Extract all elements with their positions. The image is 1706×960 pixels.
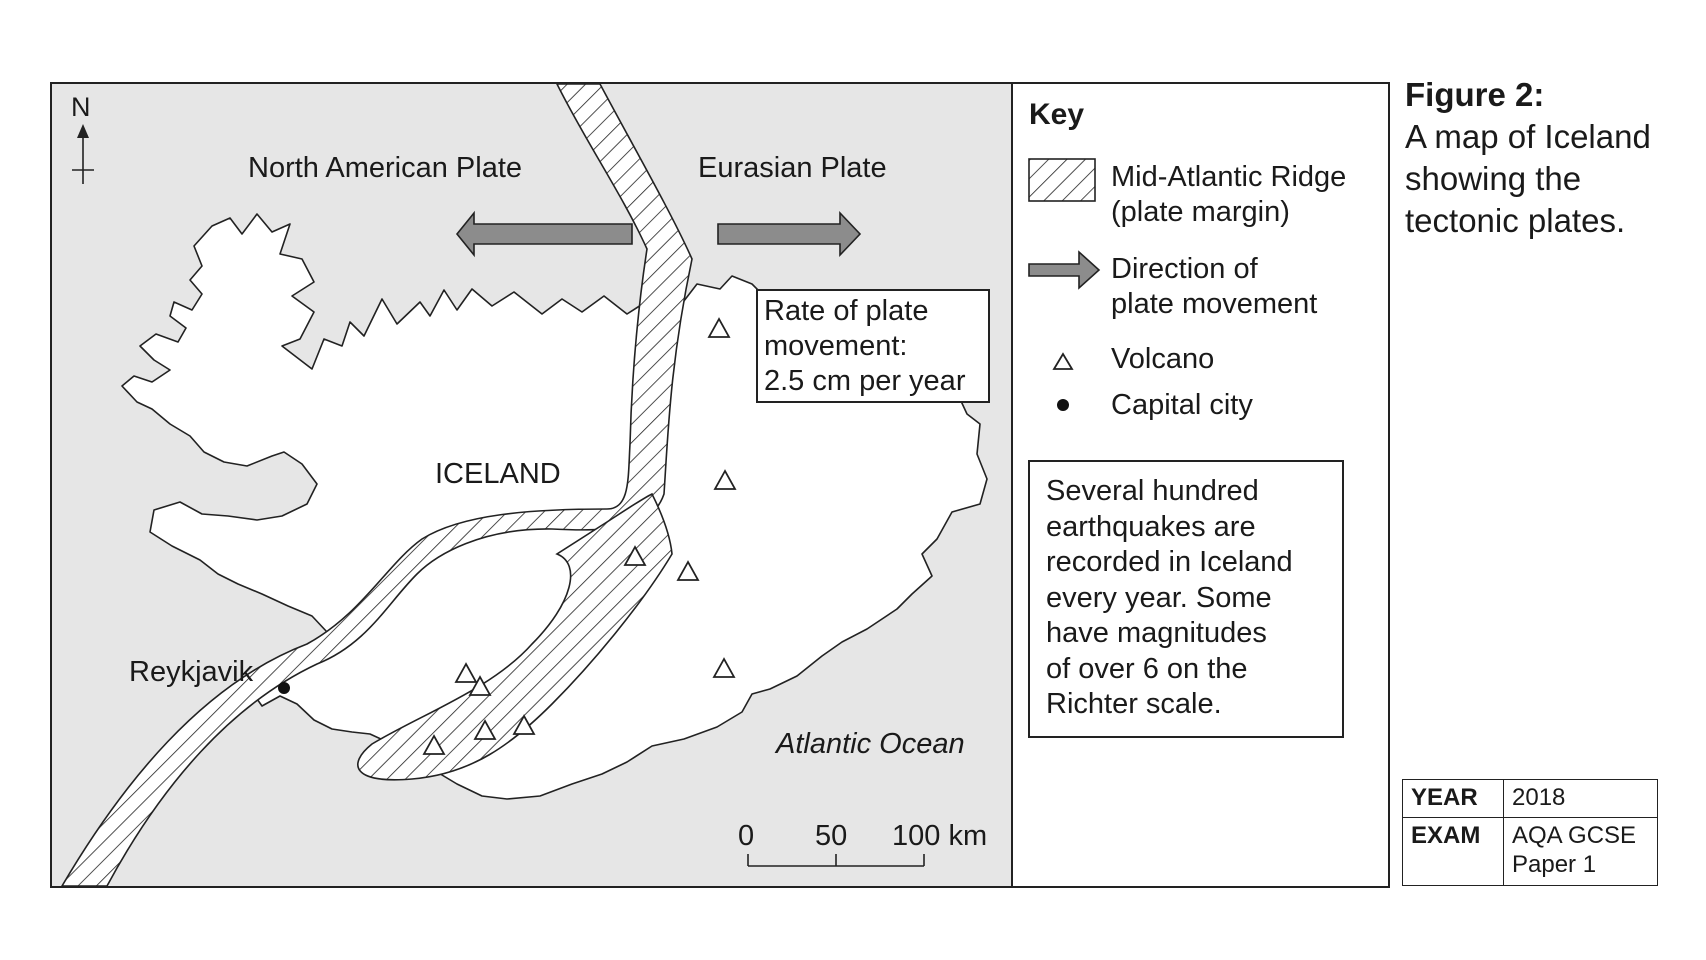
- key-label-capital: Capital city: [1111, 389, 1253, 421]
- exam-value-line: AQA GCSE: [1512, 821, 1637, 849]
- caption-line: tectonic plates.: [1405, 202, 1626, 239]
- scale-tick-50: 50: [815, 820, 848, 852]
- north-arrow: [72, 124, 94, 184]
- rate-of-movement-box: [756, 289, 990, 403]
- exam-value-line: Paper 1: [1512, 850, 1597, 878]
- key-panel: [1013, 82, 1390, 888]
- exam-value: [1504, 817, 1658, 885]
- key-label-line: Mid-Atlantic Ridge: [1111, 161, 1347, 193]
- info-line: Several hundred: [1046, 475, 1259, 507]
- figure-number: Figure 2:: [1405, 76, 1545, 113]
- key-label-line: plate movement: [1111, 288, 1318, 320]
- key-label-line: Direction of: [1111, 253, 1258, 285]
- eurasian-plate-label: Eurasian Plate: [698, 152, 887, 184]
- key-label-line: (plate margin): [1111, 196, 1290, 228]
- table-row: [1403, 817, 1658, 885]
- info-line: earthquakes are: [1046, 510, 1256, 543]
- caption-line: showing the: [1405, 160, 1582, 197]
- scale-tick-100: 100 km: [892, 820, 988, 852]
- north-american-plate-label: North American Plate: [248, 152, 523, 184]
- reykjavik-dot: [278, 682, 290, 694]
- info-line: recorded in Iceland: [1046, 546, 1293, 578]
- scale-tick-0: 0: [738, 820, 755, 852]
- exam-label: EXAM: [1403, 817, 1504, 885]
- figure-caption: [1405, 74, 1705, 242]
- atlantic-ocean-label: Atlantic Ocean: [776, 728, 965, 760]
- map-panel: [50, 82, 1013, 888]
- table-row: [1403, 780, 1658, 818]
- info-line: of over 6 on the: [1046, 652, 1248, 685]
- rate-line: 2.5 cm per year: [764, 365, 966, 397]
- scale-bar: [748, 854, 924, 866]
- east-movement-arrow: [718, 213, 860, 255]
- rate-line: movement:: [764, 330, 908, 362]
- capital-dot-icon: [1057, 399, 1069, 411]
- iceland-label: ICELAND: [435, 458, 561, 490]
- volcano-triangle-icon: [1054, 354, 1072, 369]
- rate-line: Rate of plate: [764, 295, 929, 327]
- west-movement-arrow: [457, 213, 632, 255]
- exam-meta-table: [1402, 779, 1658, 886]
- info-line: have magnitudes: [1046, 617, 1267, 649]
- year-label: YEAR: [1403, 780, 1504, 818]
- direction-arrow-icon: [1029, 252, 1099, 288]
- info-line: Richter scale.: [1046, 688, 1222, 720]
- key-title: Key: [1029, 98, 1085, 131]
- key-label-volcano: Volcano: [1111, 343, 1215, 375]
- earthquake-info-box: [1028, 460, 1344, 738]
- key-label-ridge: [1111, 160, 1346, 230]
- hatch-swatch-icon: [1029, 159, 1095, 201]
- reykjavik-label: Reykjavik: [129, 656, 254, 688]
- caption-line: A map of Iceland: [1405, 118, 1651, 155]
- info-line: every year. Some: [1046, 581, 1272, 614]
- north-label: N: [71, 92, 91, 122]
- year-value: 2018: [1504, 780, 1658, 818]
- key-label-direction: [1111, 252, 1317, 322]
